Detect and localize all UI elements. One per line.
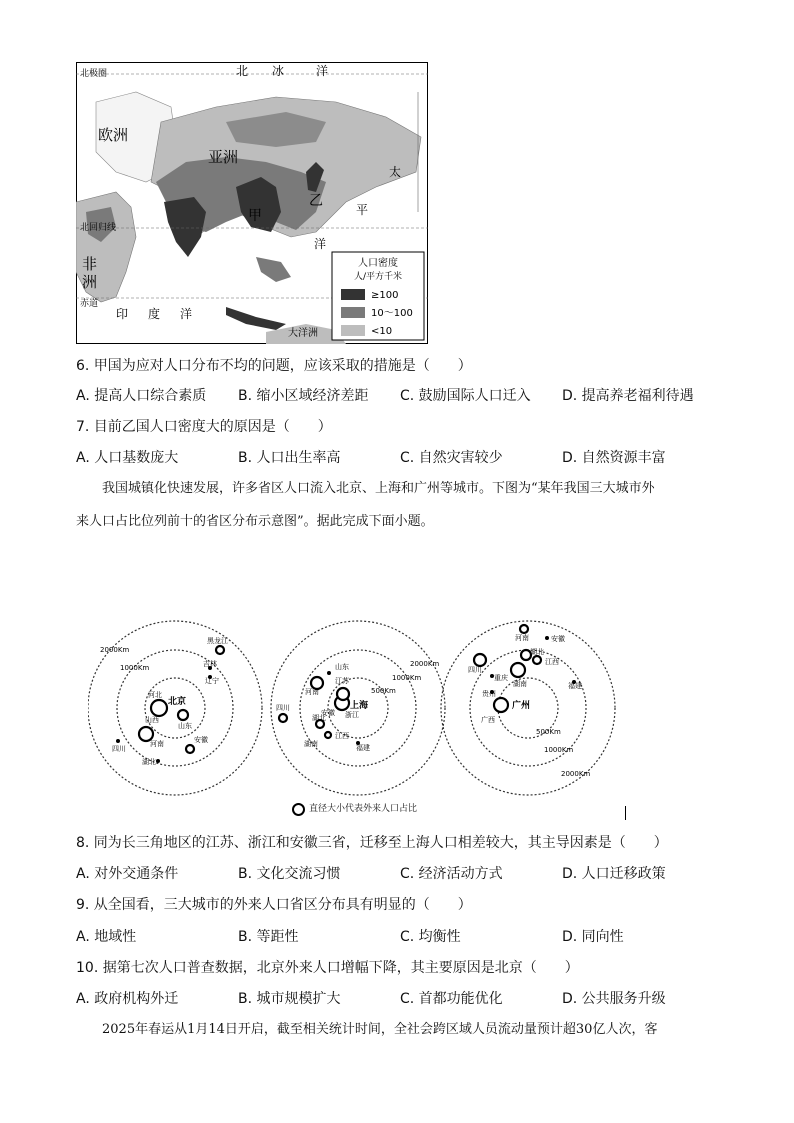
bj-label-sichuan: 四川 [112, 745, 126, 753]
question-10-options [76, 990, 716, 1008]
q8-option-d[interactable]: D. 人口迁移政策 [562, 866, 666, 882]
density-legend [332, 252, 424, 340]
bj-shandong-dot [178, 710, 188, 720]
gz-hunan-dot [511, 663, 525, 677]
legend-swatch-high [341, 289, 365, 300]
legend-swatch-medium [341, 307, 365, 318]
gz-label-sichuan: 四川 [468, 666, 482, 674]
legend-label-low: <10 [371, 326, 393, 337]
gz-label-jiangxi: 江西 [545, 658, 559, 666]
text-cursor [625, 806, 626, 820]
bj-label-hubei: 湖北 [142, 758, 156, 766]
gz-henan-dot [520, 625, 528, 633]
q7-option-d[interactable]: D. 自然资源丰富 [562, 450, 666, 466]
q8-option-a[interactable]: A. 对外交通条件 [76, 866, 179, 882]
diagram-legend [292, 802, 417, 816]
sh-label-hunan: 湖南 [304, 740, 318, 748]
sh-label-fujian: 福建 [356, 744, 370, 752]
shanghai-ring-label-500: 500Km [371, 687, 396, 695]
sh-label-henan: 河南 [305, 688, 319, 696]
gz-label-henan: 河南 [515, 634, 529, 642]
bj-anhui-dot [186, 745, 194, 753]
q9-option-d[interactable]: D. 同向性 [562, 929, 624, 945]
beijing-ring-label-2000: 2000Km [100, 646, 130, 654]
legend-title: 人口密度 [358, 258, 398, 269]
legend-swatch-low [341, 325, 365, 336]
beijing-ring-label-1000: 1000Km [120, 664, 150, 672]
gz-label-fujian: 福建 [568, 682, 582, 690]
north-ice-ocean-3: 洋 [316, 64, 329, 78]
question-9-options [76, 928, 716, 946]
guangzhou-ring-label-1000: 1000Km [544, 746, 574, 754]
question-6-options [76, 387, 716, 405]
question-10: 10. 据第七次人口普查数据，北京外来人口增幅下降，其主要原因是北京（ ） [76, 960, 579, 976]
q10-option-d[interactable]: D. 公共服务升级 [562, 991, 666, 1007]
gz-anhui-dot [545, 636, 549, 640]
migration-diagram-svg [88, 610, 628, 822]
sh-jiangsu-dot [337, 688, 349, 700]
shanghai-center-label: 上海 [350, 701, 369, 711]
indian-ocean-1: 印 [116, 307, 129, 321]
bj-label-heilongjiang: 黑龙江 [207, 637, 228, 645]
yi-label: 乙 [309, 193, 323, 209]
gz-label-anhui: 安徽 [551, 635, 565, 643]
guangzhou-center-label: 广州 [512, 701, 531, 711]
sh-label-anhui: 安徽 [321, 709, 335, 717]
bj-label-liaoning: 辽宁 [205, 677, 219, 685]
africa-label-1: 非 [82, 255, 98, 273]
arctic-circle-label: 北极圈 [80, 69, 108, 79]
gz-label-hubei: 湖北 [530, 648, 544, 656]
q9-option-a[interactable]: A. 地域性 [76, 929, 137, 945]
q8-option-c[interactable]: C. 经济活动方式 [400, 866, 503, 882]
guangzhou-ring-label-500: 500Km [536, 728, 561, 736]
q6-option-b[interactable]: B. 缩小区域经济差距 [238, 388, 369, 404]
q7-option-a[interactable]: A. 人口基数庞大 [76, 450, 179, 466]
bj-hubei-dot [156, 759, 160, 763]
q10-option-a[interactable]: A. 政府机构外迁 [76, 991, 179, 1007]
question-8-options [76, 865, 716, 883]
q10-option-b[interactable]: B. 城市规模扩大 [238, 991, 341, 1007]
bj-label-henan: 河南 [150, 740, 164, 748]
europe-label: 欧洲 [98, 126, 129, 144]
sh-shandong-dot [327, 671, 331, 675]
sh-jiangxi-dot [325, 732, 331, 738]
gz-label-guangxi: 广西 [481, 716, 495, 724]
bj-label-shanxi: 山西 [145, 716, 159, 724]
gz-label-guizhou: 贵州 [482, 690, 496, 698]
q9-option-c[interactable]: C. 均衡性 [400, 929, 461, 945]
sh-label-jiangxi: 江西 [335, 732, 349, 740]
legend-label-medium: 10～100 [371, 308, 413, 319]
bj-sichuan-dot [116, 739, 120, 743]
bj-heilongjiang-dot [216, 646, 224, 654]
q6-option-a[interactable]: A. 提高人口综合素质 [76, 388, 207, 404]
sh-label-jiangsu: 江苏 [335, 677, 349, 685]
sh-sichuan-dot [279, 714, 287, 722]
beijing-center-dot [151, 700, 167, 716]
question-8: 8. 同为长三角地区的江苏、浙江和安徽三省，迁移至上海人口相差较大，其主导因素是（ ） [76, 835, 668, 851]
north-ice-ocean-1: 北 [236, 64, 249, 78]
pacific-1: 太 [389, 165, 402, 179]
bj-henan-dot [139, 727, 153, 741]
q10-option-c[interactable]: C. 首都功能优化 [400, 991, 503, 1007]
legend-unit: 人/平方千米 [353, 272, 403, 282]
migration-diagram [88, 610, 628, 822]
shanghai-ring-label-1000: 1000Km [392, 674, 422, 682]
beijing-center-label: 北京 [168, 697, 187, 707]
gz-label-hunan: 湖南 [513, 680, 527, 688]
asia-label: 亚洲 [208, 148, 239, 166]
stem-1-line-1: 我国城镇化快速发展，许多省区人口流入北京、上海和广州等城市。下图为“某年我国三大城市外 [76, 481, 655, 496]
stem-1-line-2: 来人口占比位列前十的省区分布示意图”。据此完成下面小题。 [76, 514, 434, 529]
question-7: 7. 目前乙国人口密度大的原因是（ ） [76, 419, 332, 435]
pacific-3: 洋 [314, 237, 327, 251]
q7-option-b[interactable]: B. 人口出生率高 [238, 450, 341, 466]
legend-text: 直径大小代表外来人口占比 [309, 804, 418, 814]
gz-jiangxi-dot [533, 656, 541, 664]
bj-label-anhui: 安徽 [194, 736, 208, 744]
sh-label-sichuan: 四川 [276, 704, 290, 712]
africa-label-2: 洲 [82, 273, 98, 291]
indian-ocean-3: 洋 [180, 307, 193, 321]
tropic-label: 北回归线 [80, 223, 117, 233]
guangzhou-ring-label-2000: 2000Km [561, 770, 591, 778]
north-ice-ocean-2: 冰 [272, 64, 285, 78]
legend-label-high: ≥100 [371, 290, 399, 301]
question-9: 9. 从全国看，三大城市的外来人口省区分布具有明显的（ ） [76, 897, 472, 913]
pacific-2: 平 [356, 203, 369, 217]
q7-option-c[interactable]: C. 自然灾害较少 [400, 450, 503, 466]
sh-label-zhejiang: 浙江 [345, 711, 359, 719]
sh-label-hubei: 湖北 [312, 714, 326, 722]
stem-2-line-1: 2025年春运从1月14日开启，截至相关统计时间，全社会跨区域人员流动量预计超30亿人次，客 [76, 1022, 658, 1037]
shanghai-ring-label-2000: 2000Km [410, 660, 440, 668]
q6-option-d[interactable]: D. 提高养老福利待遇 [562, 388, 694, 404]
oceania-label: 大洋洲 [288, 328, 318, 339]
jia-label: 甲 [248, 208, 262, 224]
question-7-options [76, 449, 716, 467]
gz-label-chongqing: 重庆 [494, 674, 508, 682]
question-6: 6. 甲国为应对人口分布不均的问题，应该采取的措施是（ ） [76, 358, 472, 374]
bj-label-shandong: 山东 [178, 722, 192, 730]
map-figure [76, 62, 428, 344]
q6-option-c[interactable]: C. 鼓励国际人口迁入 [400, 388, 531, 404]
legend-circle-icon [292, 803, 305, 816]
population-density-map [76, 62, 428, 344]
sh-label-shandong: 山东 [335, 663, 349, 671]
bj-label-jilin: 吉林 [203, 660, 217, 668]
q8-option-b[interactable]: B. 文化交流习惯 [238, 866, 341, 882]
gz-sichuan-dot [474, 654, 486, 666]
q9-option-b[interactable]: B. 等距性 [238, 929, 299, 945]
equator-label: 赤道 [80, 299, 99, 309]
bj-label-hebei: 河北 [148, 691, 162, 699]
guangzhou-center-dot [494, 698, 508, 712]
indian-ocean-2: 度 [148, 307, 161, 321]
